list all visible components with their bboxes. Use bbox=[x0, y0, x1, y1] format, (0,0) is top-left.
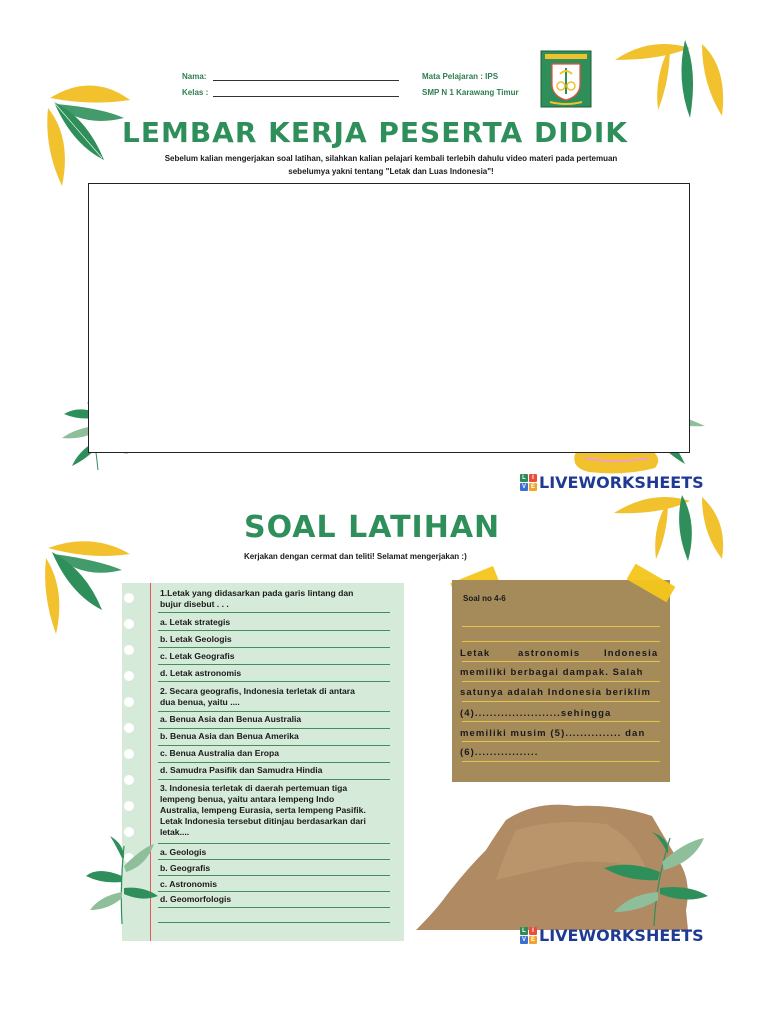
name-field[interactable] bbox=[213, 80, 399, 81]
rule-line bbox=[158, 664, 390, 665]
rule-line bbox=[158, 681, 390, 682]
q3-option-c[interactable]: c. Astronomis bbox=[160, 879, 217, 889]
card-text-line-1-left: Letak bbox=[460, 648, 491, 659]
page-title: LEMBAR KERJA PESERTA DIDIK bbox=[122, 116, 628, 149]
badge-letter-i: I bbox=[529, 474, 537, 482]
liveworksheets-badge-icon bbox=[520, 474, 537, 491]
liveworksheets-logo bbox=[520, 473, 704, 492]
badge-letter-v: V bbox=[521, 484, 526, 490]
card-text-line-2: memiliki berbagai dampak. Salah bbox=[460, 667, 644, 678]
video-embed-area[interactable] bbox=[88, 183, 690, 453]
school-text: SMP N 1 Karawang Timur bbox=[422, 88, 519, 97]
section-instruction: Kerjakan dengan cermat dan teliti! Selamat mengerjakan :) bbox=[244, 552, 467, 561]
q3-option-b[interactable]: b. Geografis bbox=[160, 863, 211, 873]
intro-line-1: Sebelum kalian mengerjakan soal latihan, silahkan kalian pelajari kembali terlebih dahulu video materi pada pertemuan bbox=[164, 154, 618, 163]
card-text-line-3: satunya adalah Indonesia beriklim bbox=[460, 687, 651, 698]
class-field[interactable] bbox=[213, 96, 399, 97]
card-text-line-1-mid: astronomis bbox=[518, 648, 581, 659]
section-title: SOAL LATIHAN bbox=[244, 510, 501, 545]
card-title: Soal no 4-6 bbox=[463, 594, 506, 603]
liveworksheets-logo-text: LIVEWORKSHEETS bbox=[539, 926, 704, 945]
q1-option-b[interactable]: b. Letak Geologis bbox=[160, 634, 232, 644]
question-1-text bbox=[160, 588, 396, 610]
question-3-line: Australia, lempeng Eurasia, serta lempeng Pasifik. bbox=[160, 805, 366, 815]
rule-line bbox=[158, 907, 390, 908]
leaf-decoration-top-right bbox=[610, 40, 730, 120]
card-blank-4[interactable]: (4).......................sehingga bbox=[460, 708, 612, 719]
q3-option-d[interactable]: d. Geomorfologis bbox=[160, 894, 232, 904]
class-label: Kelas : bbox=[182, 88, 209, 97]
rule-line bbox=[158, 891, 390, 892]
badge-letter-v: V bbox=[521, 937, 526, 943]
liveworksheets-logo-bottom bbox=[520, 926, 704, 945]
question-2-line: dua benua, yaitu .... bbox=[160, 697, 240, 707]
rule-line bbox=[158, 630, 390, 631]
q1-option-c[interactable]: c. Letak Geografis bbox=[160, 651, 235, 661]
card-rule-line bbox=[462, 641, 660, 642]
rule-line bbox=[158, 612, 390, 613]
rule-line bbox=[158, 922, 390, 923]
rule-line bbox=[158, 728, 390, 729]
q1-option-d[interactable]: d. Letak astronomis bbox=[160, 668, 242, 678]
question-1-line: bujur disebut . . . bbox=[160, 599, 229, 609]
card-blank-5[interactable]: memiliki musim (5)............... dan bbox=[460, 728, 646, 739]
card-text-line-1-right: Indonesia bbox=[604, 648, 659, 659]
card-rule-line bbox=[462, 681, 660, 682]
card-rule-line bbox=[462, 761, 660, 762]
name-label: Nama: bbox=[182, 72, 207, 81]
badge-letter-l: L bbox=[520, 474, 528, 482]
question-1-line: 1.Letak yang didasarkan pada garis lintang dan bbox=[160, 588, 354, 598]
badge-letter-e: E bbox=[530, 484, 535, 490]
intro-line-2: sebelumya yakni tentang "Letak dan Luas Indonesia"! bbox=[288, 167, 494, 176]
liveworksheets-logo-text: LIVEWORKSHEETS bbox=[539, 473, 704, 492]
card-rule-line bbox=[462, 701, 660, 702]
badge-letter-e: E bbox=[530, 937, 535, 943]
subject-text: Mata Pelajaran : IPS bbox=[422, 72, 499, 81]
question-3-text bbox=[160, 783, 400, 838]
question-3-line: lempeng benua, yaitu antara lempeng Indo bbox=[160, 794, 335, 804]
badge-letter-l: L bbox=[520, 927, 528, 935]
card-rule-line bbox=[462, 721, 660, 722]
school-emblem-icon bbox=[540, 50, 592, 108]
badge-letter-i: I bbox=[529, 927, 537, 935]
q1-option-a[interactable]: a. Letak strategis bbox=[160, 617, 231, 627]
question-2-line: 2. Secara geografis, Indonesia terletak di antara bbox=[160, 686, 355, 696]
liveworksheets-badge-icon bbox=[520, 927, 537, 944]
rule-line bbox=[158, 843, 390, 844]
rule-line bbox=[158, 779, 390, 780]
question-2-text bbox=[160, 686, 396, 708]
question-3-line: letak.... bbox=[160, 827, 190, 837]
intro-paragraph bbox=[96, 152, 686, 178]
rule-line bbox=[158, 762, 390, 763]
rule-line bbox=[158, 647, 390, 648]
q2-option-d[interactable]: d. Samudra Pasifik dan Samudra Hindia bbox=[160, 765, 323, 775]
q3-option-a[interactable]: a. Geologis bbox=[160, 847, 207, 857]
card-rule-line bbox=[462, 661, 660, 662]
leaf-decoration-right-p2 bbox=[612, 493, 730, 563]
card-rule-line bbox=[462, 626, 660, 627]
plant-decoration-bottom-right bbox=[600, 832, 710, 928]
question-3-line: 3. Indonesia terletak di daerah pertemuan tiga bbox=[160, 783, 348, 793]
card-blank-6[interactable]: (6)................. bbox=[460, 747, 539, 758]
question-3-line: Letak Indonesia tersebut ditinjau berdasarkan dari bbox=[160, 816, 366, 826]
rule-line bbox=[158, 875, 390, 876]
card-rule-line bbox=[462, 741, 660, 742]
q2-option-a[interactable]: a. Benua Asia dan Benua Australia bbox=[160, 714, 302, 724]
plant-decoration-bottom-left bbox=[84, 836, 160, 926]
rule-line bbox=[158, 711, 390, 712]
q2-option-b[interactable]: b. Benua Asia dan Benua Amerika bbox=[160, 731, 299, 741]
rule-line bbox=[158, 745, 390, 746]
rule-line bbox=[158, 859, 390, 860]
q2-option-c[interactable]: c. Benua Australia dan Eropa bbox=[160, 748, 280, 758]
